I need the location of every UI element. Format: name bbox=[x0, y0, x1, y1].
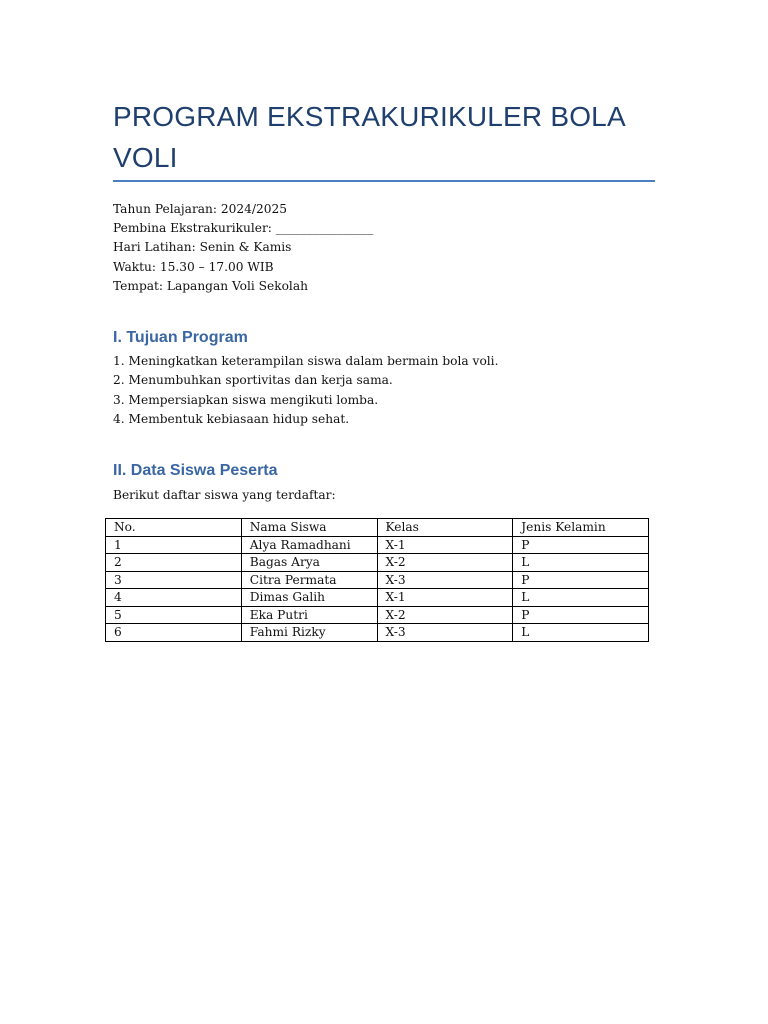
table-row bbox=[106, 571, 649, 589]
cell-name: Fahmi Rizky bbox=[241, 624, 377, 642]
cell-no: 2 bbox=[106, 554, 242, 572]
cell-no: 5 bbox=[106, 606, 242, 624]
goal-item: 3. Mempersiapkan siswa mengikuti lomba. bbox=[113, 392, 379, 407]
table-row bbox=[106, 536, 649, 554]
page-title: PROGRAM EKSTRAKURIKULER BOLA VOLI bbox=[113, 101, 625, 173]
cell-gender: L bbox=[513, 589, 649, 607]
goal-item: 2. Menumbuhkan sportivitas dan kerja sama. bbox=[113, 373, 393, 388]
students-table bbox=[105, 518, 649, 642]
cell-class: X-2 bbox=[377, 554, 513, 572]
cell-gender: L bbox=[513, 624, 649, 642]
cell-gender: P bbox=[513, 571, 649, 589]
table-header-row bbox=[106, 519, 649, 537]
goal-item: 4. Membentuk kebiasaan hidup sehat. bbox=[113, 411, 350, 426]
cell-name: Alya Ramadhani bbox=[241, 536, 377, 554]
cell-name: Citra Permata bbox=[241, 571, 377, 589]
cell-no: 3 bbox=[106, 571, 242, 589]
cell-no: 4 bbox=[106, 589, 242, 607]
cell-class: X-1 bbox=[377, 589, 513, 607]
cell-name: Dimas Galih bbox=[241, 589, 377, 607]
table-row bbox=[106, 624, 649, 642]
cell-name: Bagas Arya bbox=[241, 554, 377, 572]
students-intro: Berikut daftar siswa yang terdaftar: bbox=[113, 488, 336, 502]
goals-list bbox=[113, 352, 653, 429]
column-header-no: No. bbox=[106, 519, 242, 537]
goal-item: 1. Meningkatkan keterampilan siswa dalam bermain bola voli. bbox=[113, 354, 499, 368]
cell-no: 1 bbox=[106, 536, 242, 554]
cell-class: X-2 bbox=[377, 606, 513, 624]
cell-gender: P bbox=[513, 536, 649, 554]
info-time: Waktu: 15.30 – 17.00 WIB bbox=[113, 259, 274, 274]
info-school-year: Tahun Pelajaran: 2024/2025 bbox=[113, 202, 288, 216]
section-heading-goals: I. Tujuan Program bbox=[113, 329, 248, 346]
table-row bbox=[106, 589, 649, 607]
column-header-name: Nama Siswa bbox=[241, 519, 377, 537]
cell-class: X-1 bbox=[377, 536, 513, 554]
cell-gender: L bbox=[513, 554, 649, 572]
cell-name: Eka Putri bbox=[241, 606, 377, 624]
cell-gender: P bbox=[513, 606, 649, 624]
table-row bbox=[106, 554, 649, 572]
cell-no: 6 bbox=[106, 624, 242, 642]
title-divider bbox=[113, 180, 655, 182]
table-row bbox=[106, 606, 649, 624]
info-location: Tempat: Lapangan Voli Sekolah bbox=[113, 278, 308, 293]
column-header-gender: Jenis Kelamin bbox=[513, 519, 649, 537]
column-header-class: Kelas bbox=[377, 519, 513, 537]
cell-class: X-3 bbox=[377, 624, 513, 642]
section-heading-students: II. Data Siswa Peserta bbox=[113, 462, 278, 479]
info-coach: Pembina Ekstrakurikuler: ________________ bbox=[113, 221, 374, 236]
program-info bbox=[113, 200, 653, 296]
info-practice-days: Hari Latihan: Senin & Kamis bbox=[113, 240, 292, 255]
cell-class: X-3 bbox=[377, 571, 513, 589]
